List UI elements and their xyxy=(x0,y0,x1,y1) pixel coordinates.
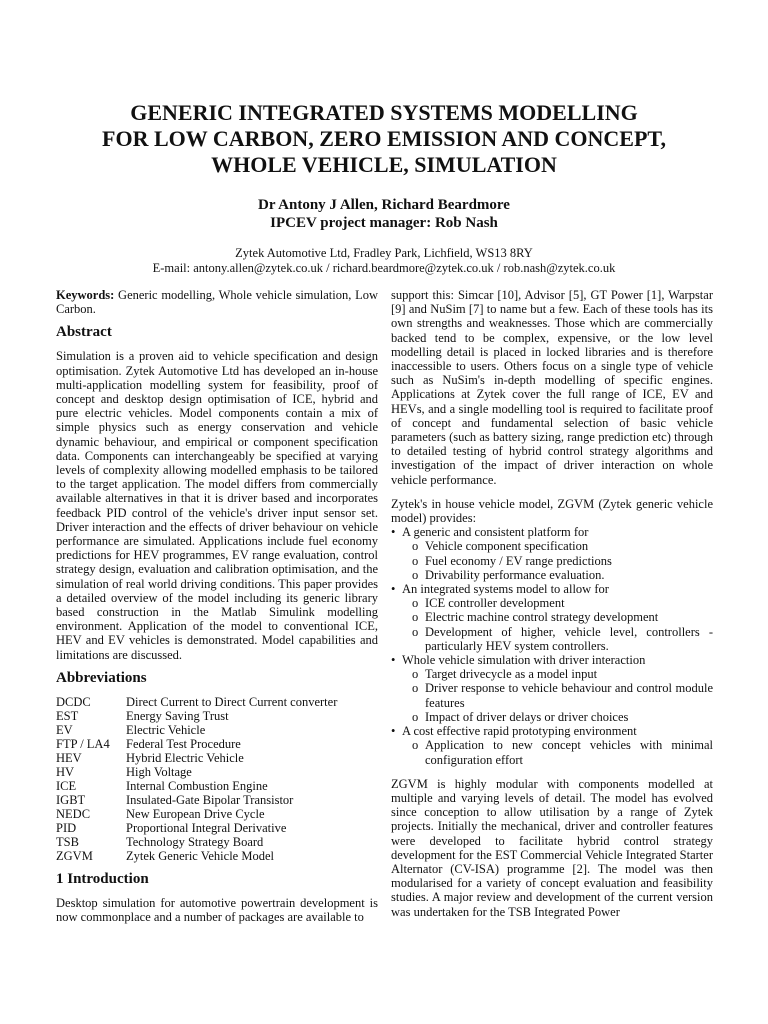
author-block xyxy=(40,196,728,232)
introduction-para-1: Desktop simulation for automotive powertrain development is now commonplace and a number of packages are available to xyxy=(56,895,378,925)
abbr-meaning: Direct Current to Direct Current converter xyxy=(126,694,338,709)
title-line-1: GENERIC INTEGRATED SYSTEMS MODELLING xyxy=(130,100,638,125)
paper-title xyxy=(40,100,728,178)
feature-subitem: o Fuel economy / EV range predictions xyxy=(412,554,713,568)
email-line: E-mail: antony.allen@zytek.co.uk / richard.beardmore@zytek.co.uk / rob.nash@zytek.co.uk xyxy=(152,261,616,275)
abbr-code: HEV xyxy=(56,750,82,765)
feature-item xyxy=(391,582,713,653)
abbr-meaning: Insulated-Gate Bipolar Transistor xyxy=(126,792,294,807)
feature-sublist xyxy=(402,738,713,766)
abstract-text: Simulation is a proven aid to vehicle specification and design optimisation. Zytek Automotive Ltd has developed an in-house multi-application modelling system for feasibility, proof of concept and desktop design optimisation of ICE, hybrid and pure electric vehicles. Model components contain a mix of simple physics such as energy conservation and vehicle dynamic behaviour, and empirical or component specification data. Components can interchangeably be specified at varying levels of complexity allowing modelled emphasis to be tailored to the target application. The model differs from commercially available alternatives in that it is driver based and incorporates feedback PID control of the vehicle's driver input sensor set. Driver interaction and the effects of driver behaviour on vehicle performance are simulated. Applications include fuel economy predictions for HEV programmes, EV range evaluation, control strategy design, evaluation and calibration optimisation, and the simulation of real world driving conditions. This paper provides a detailed overview of the model including its generic library based construction in the Matlab Simulink modelling environment. Application of the model to conventional ICE, HEV and EV vehicles is demonstrated. Model capabilities and limitations are discussed. xyxy=(56,349,378,662)
project-manager: IPCEV project manager: Rob Nash xyxy=(270,215,498,231)
abbr-row xyxy=(56,765,337,779)
abbr-row xyxy=(56,793,337,807)
abbr-row xyxy=(56,835,337,849)
keywords-text: Generic modelling, Whole vehicle simulation, Low Carbon. xyxy=(56,288,378,317)
left-column xyxy=(56,288,378,924)
feature-subitem: o Target drivecycle as a model input xyxy=(412,667,713,681)
abbr-code: FTP / LA4 xyxy=(56,736,110,751)
feature-subitem: o Driver response to vehicle behaviour and control module features xyxy=(412,681,713,709)
abbr-row xyxy=(56,737,337,751)
feature-item-text: A generic and consistent platform for xyxy=(402,525,589,540)
feature-subitem: o Vehicle component specification xyxy=(412,539,713,553)
abbreviations-table xyxy=(56,695,337,863)
introduction-para-1-continued: support this: Simcar [10], Advisor [5], GT Power [1], Warpstar [9] and NuSim [7] to name but a few. Each of these tools has its own strengths and weaknesses. Those which are commercially backed tend to be complex, expensive, or the low level modelling detail is placed in locked libraries and is therefore inaccessible to users. Others focus on a single type of vehicle such as NuSim's in-depth modelling of specific engines. Applications at Zytek cover the full range of ICE, EV and HEVs, and a single modelling tool is required to facilitate proof of concept and fundamental selection of basic vehicle parameters (such as battery sizing, range prediction etc) through to detailed testing of hybrid control strategy algorithms and investigation of the impact of driver interaction on whole vehicle performance. xyxy=(391,288,713,487)
feature-sublist xyxy=(402,596,713,653)
feature-subitem: o Electric machine control strategy development xyxy=(412,610,713,624)
abbr-meaning: Hybrid Electric Vehicle xyxy=(126,750,244,765)
feature-subitem: o Application to new concept vehicles with minimal configuration effort xyxy=(412,738,713,766)
abbr-meaning: Technology Strategy Board xyxy=(126,834,264,849)
abbr-code: HV xyxy=(56,764,75,779)
abbr-meaning: Energy Saving Trust xyxy=(126,708,229,723)
right-column xyxy=(391,288,713,919)
feature-item-text: An integrated systems model to allow for xyxy=(402,582,609,597)
abbreviations-heading: Abbreviations xyxy=(56,669,147,686)
abbr-code: IGBT xyxy=(56,792,86,807)
abbr-meaning: Federal Test Procedure xyxy=(126,736,241,751)
abbr-meaning: Internal Combustion Engine xyxy=(126,778,268,793)
keywords xyxy=(56,288,378,316)
abbr-row xyxy=(56,695,337,709)
introduction-para-2: Zytek's in house vehicle model, ZGVM (Zytek generic vehicle model) provides: xyxy=(391,496,713,526)
introduction-para-3: ZGVM is highly modular with components modelled at multiple and varying levels of detail. The model has evolved since conception to allow utilisation by a range of Zytek projects. Initially the mechanical, driver and controller features were developed to facilitate hybrid control strategy development for the EST Commercial Vehicle Integrated Starter Alternator (CV-ISA) programme [2]. The model was then modularised for a variety of concept evaluation and feasibility studies. A major review and development of the current version was undertaken for the TSB Integrated Power xyxy=(391,776,713,919)
abbr-meaning: Zytek Generic Vehicle Model xyxy=(126,848,274,863)
feature-item xyxy=(391,525,713,582)
authors: Dr Antony J Allen, Richard Beardmore xyxy=(258,197,510,213)
title-line-2: FOR LOW CARBON, ZERO EMISSION AND CONCEPT, xyxy=(102,126,666,151)
feature-list xyxy=(391,525,713,766)
abbr-meaning: New European Drive Cycle xyxy=(126,806,265,821)
title-line-3: WHOLE VEHICLE, SIMULATION xyxy=(211,152,557,177)
abbr-code: PID xyxy=(56,820,77,835)
feature-item-text: Whole vehicle simulation with driver interaction xyxy=(402,653,646,668)
feature-sublist xyxy=(402,667,713,724)
feature-subitem: o ICE controller development xyxy=(412,596,713,610)
abbr-row xyxy=(56,849,337,863)
feature-item-text: A cost effective rapid prototyping environment xyxy=(402,724,637,739)
abbr-row xyxy=(56,821,337,835)
affiliation: Zytek Automotive Ltd, Fradley Park, Lichfield, WS13 8RY xyxy=(235,246,533,260)
abbr-row xyxy=(56,709,337,723)
introduction-heading: 1 Introduction xyxy=(56,870,149,887)
keywords-label: Keywords: xyxy=(56,288,115,302)
abbr-code: EV xyxy=(56,722,73,737)
abbr-meaning: Proportional Integral Derivative xyxy=(126,820,287,835)
abstract-heading: Abstract xyxy=(56,324,112,341)
feature-sublist xyxy=(402,539,713,582)
abbr-code: EST xyxy=(56,708,79,723)
abbr-code: ICE xyxy=(56,778,77,793)
abbr-row xyxy=(56,751,337,765)
affiliation-block xyxy=(40,246,728,276)
feature-item xyxy=(391,724,713,767)
abbr-row xyxy=(56,779,337,793)
abbr-meaning: High Voltage xyxy=(126,764,192,779)
feature-item xyxy=(391,653,713,724)
abbr-code: TSB xyxy=(56,834,79,849)
abbr-row xyxy=(56,807,337,821)
abbr-code: NEDC xyxy=(56,806,91,821)
abbr-code: DCDC xyxy=(56,694,91,709)
feature-subitem: o Drivability performance evaluation. xyxy=(412,568,713,582)
abbr-code: ZGVM xyxy=(56,848,93,863)
feature-subitem: o Development of higher, vehicle level, controllers - particularly HEV system controllers. xyxy=(412,625,713,653)
feature-subitem: o Impact of driver delays or driver choices xyxy=(412,710,713,724)
abbr-row xyxy=(56,723,337,737)
abbr-meaning: Electric Vehicle xyxy=(126,722,206,737)
